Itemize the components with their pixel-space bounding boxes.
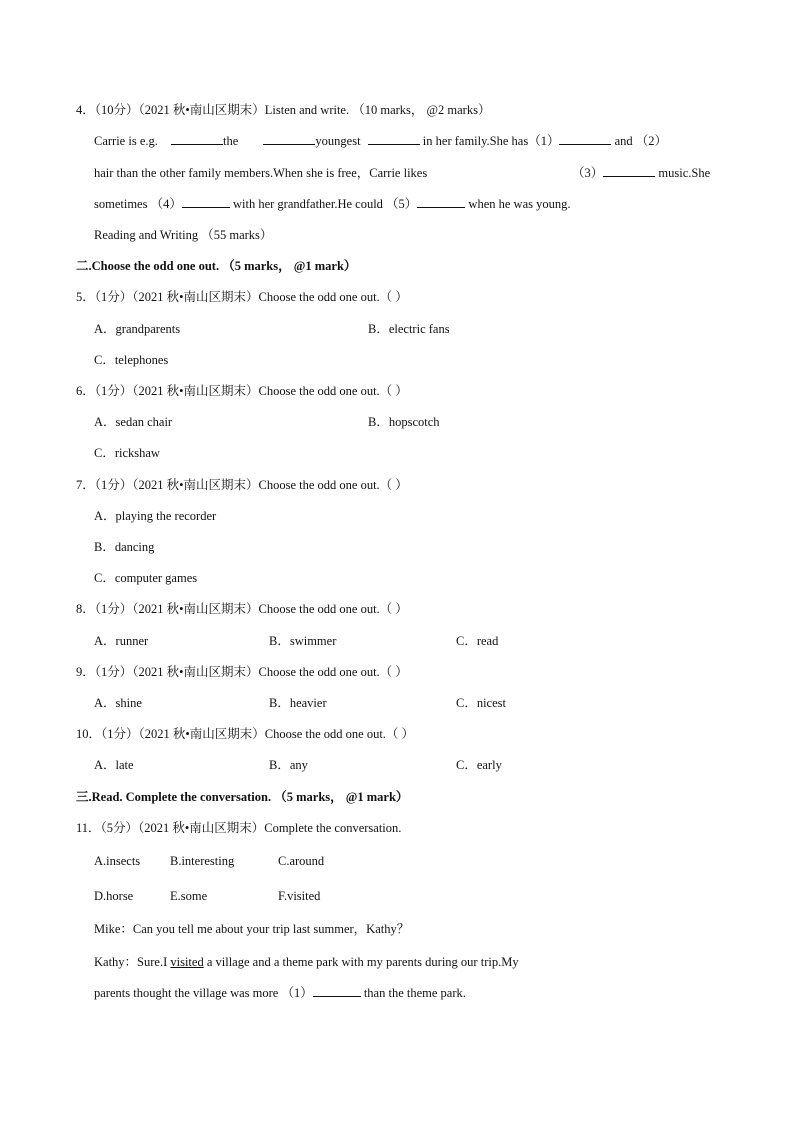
q4-line-2 xyxy=(94,165,427,181)
q4-text: sometimes （4） xyxy=(94,197,182,211)
answer-blank-5[interactable] xyxy=(417,197,465,208)
q11-stem: 11．（5分）（2021 秋•南山区期末）Complete the conversation. xyxy=(76,821,402,835)
q10-option-b[interactable]: B．any xyxy=(269,758,308,772)
q10-stem: 10．（1分）（2021 秋•南山区期末）Choose the odd one out.（ ） xyxy=(76,727,415,741)
q4-text: with her grandfather.He could （5） xyxy=(232,197,418,211)
q9-stem: 9．（1分）（2021 秋•南山区期末）Choose the odd one out.（ ） xyxy=(76,665,408,679)
q7-option-c[interactable]: C．computer games xyxy=(94,571,198,585)
q4-text: youngest xyxy=(315,134,361,148)
q6-stem: 6．（1分）（2021 秋•南山区期末）Choose the odd one out.（ ） xyxy=(76,384,408,398)
q5-option-c[interactable]: C．telephones xyxy=(94,353,169,367)
q11-option-c: C.around xyxy=(278,854,325,868)
q10-option-a[interactable]: A．late xyxy=(94,758,134,772)
answer-blank-3[interactable] xyxy=(603,166,655,177)
q11-line-3 xyxy=(94,985,466,1001)
q4-text: music.She xyxy=(658,166,711,180)
q4-line-1 xyxy=(94,133,667,149)
answer-blank-1[interactable] xyxy=(559,134,611,145)
q11-option-b: B.interesting xyxy=(170,854,235,868)
q7-option-a[interactable]: A．playing the recorder xyxy=(94,509,217,523)
q10-option-c[interactable]: C．early xyxy=(456,758,502,772)
q8-option-a[interactable]: A．runner xyxy=(94,634,149,648)
q11-text: a village and a theme park with my parents during our trip.My xyxy=(203,955,519,969)
q11-text: parents thought the village was more （1） xyxy=(94,986,313,1000)
q4-text: Carrie is e.g. xyxy=(94,134,158,148)
answer-blank-q11-1[interactable] xyxy=(313,986,361,997)
q9-option-b[interactable]: B．heavier xyxy=(269,696,327,710)
q11-option-f: F.visited xyxy=(278,889,321,903)
q4-text: （3） xyxy=(572,166,604,180)
q9-option-a[interactable]: A．shine xyxy=(94,696,142,710)
q5-stem: 5．（1分）（2021 秋•南山区期末）Choose the odd one out.（ ） xyxy=(76,290,408,304)
answer-blank[interactable] xyxy=(263,134,315,145)
q4-text: the xyxy=(223,134,239,148)
q4-header: 4．（10分）（2021 秋•南山区期末）Listen and write. （10 marks， @2 marks） xyxy=(76,103,491,117)
q9-option-c[interactable]: C．nicest xyxy=(456,696,506,710)
q6-option-c[interactable]: C．rickshaw xyxy=(94,446,160,460)
answer-blank-4[interactable] xyxy=(182,197,230,208)
q4-line-3 xyxy=(94,196,571,212)
q11-option-e: E.some xyxy=(170,889,208,903)
q11-option-a: A.insects xyxy=(94,854,141,868)
section-3-title: 三.Read. Complete the conversation. （5 marks， @1 mark） xyxy=(76,790,409,804)
q6-option-a[interactable]: A．sedan chair xyxy=(94,415,173,429)
q8-stem: 8．（1分）（2021 秋•南山区期末）Choose the odd one out.（ ） xyxy=(76,602,408,616)
q11-kathy-line xyxy=(94,954,519,970)
q7-option-b[interactable]: B．dancing xyxy=(94,540,155,554)
section-2-title: 二.Choose the odd one out. （5 marks， @1 mark） xyxy=(76,259,357,273)
q5-option-b[interactable]: B．electric fans xyxy=(368,322,450,336)
q7-stem: 7．（1分）（2021 秋•南山区期末）Choose the odd one out.（ ） xyxy=(76,478,408,492)
q11-mike-line: Mike：Can you tell me about your trip last summer，Kathy？ xyxy=(94,922,410,936)
q4-text: hair than the other family members.When she is free，Carrie likes xyxy=(94,166,428,180)
q8-option-c[interactable]: C．read xyxy=(456,634,499,648)
q11-text: Kathy：Sure.I xyxy=(94,955,171,969)
q11-option-d: D.horse xyxy=(94,889,134,903)
example-answer: visited xyxy=(170,955,204,969)
q8-option-b[interactable]: B．swimmer xyxy=(269,634,337,648)
q4-line-2b xyxy=(572,165,710,181)
q5-option-a[interactable]: A．grandparents xyxy=(94,322,181,336)
section-reading-writing: Reading and Writing （55 marks） xyxy=(94,228,273,242)
answer-blank[interactable] xyxy=(368,134,420,145)
q4-text: in her family.She has（1） xyxy=(422,134,560,148)
q4-text: and （2） xyxy=(614,134,668,148)
q11-text: than the theme park. xyxy=(363,986,466,1000)
answer-blank[interactable] xyxy=(171,134,223,145)
q4-text: when he was young. xyxy=(468,197,571,211)
q6-option-b[interactable]: B．hopscotch xyxy=(368,415,440,429)
